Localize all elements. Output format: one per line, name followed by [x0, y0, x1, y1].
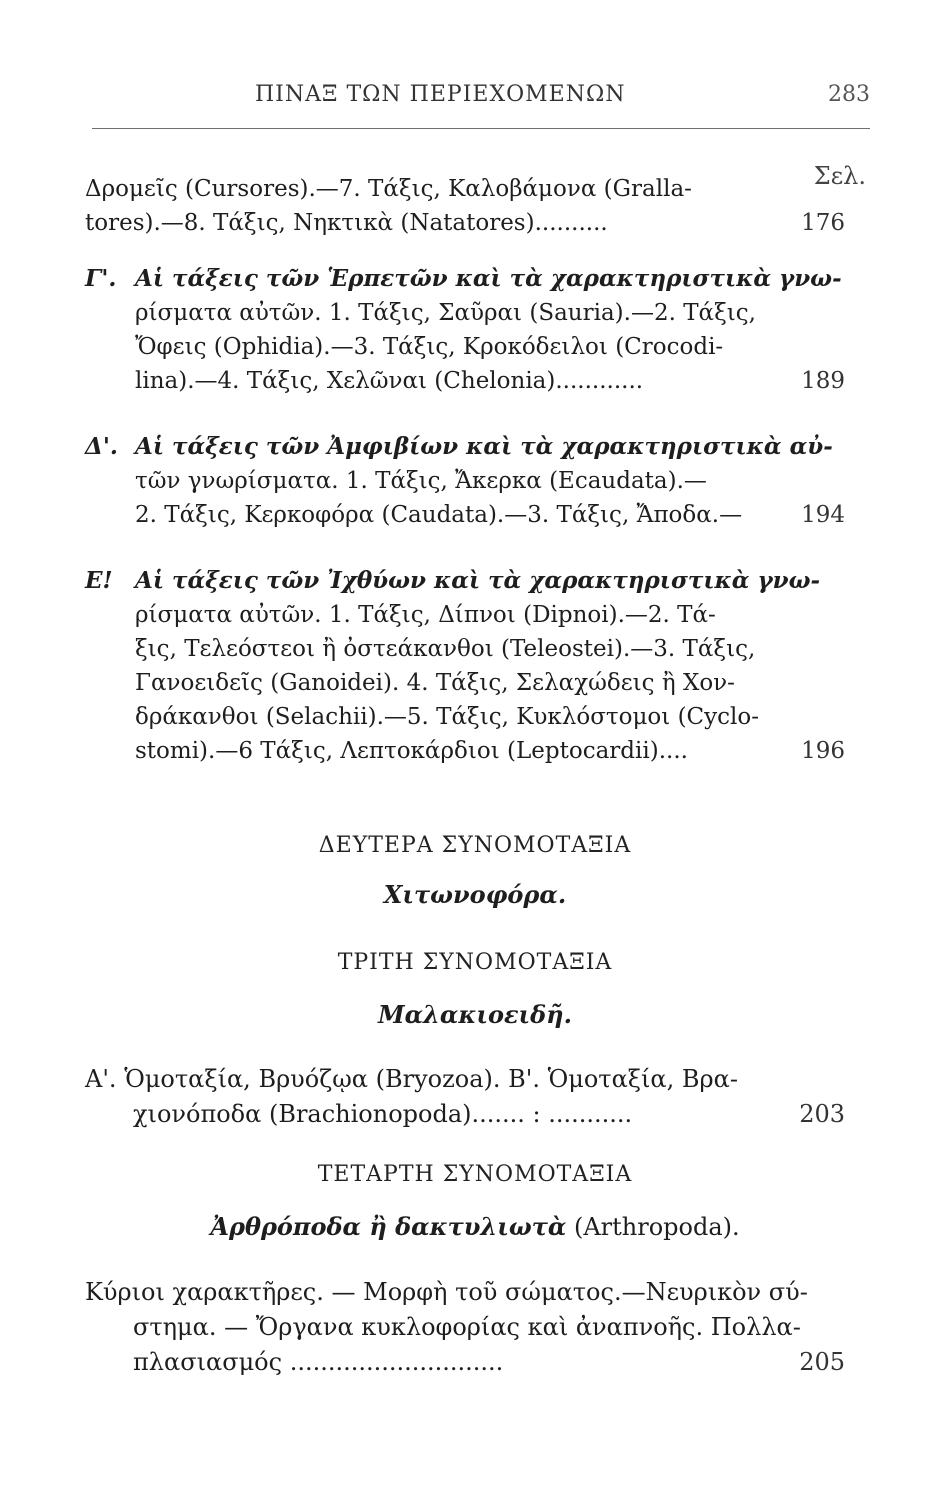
entry-line: Δ'. Αἱ τάξεις τῶν Ἀμφιβίων καὶ τὰ χαρακτηριστικὰ αὐ-	[85, 430, 845, 464]
section-fourth-text	[85, 1275, 845, 1380]
entry-line: Γ'. Αἱ τάξεις τῶν Ἑρπετῶν καὶ τὰ χαρακτηριστικὰ γνω-	[85, 262, 845, 296]
section-subtitle-fourth: Ἀρθρόποδα ἢ δακτυλιωτὰ (Arthropoda).	[210, 1212, 740, 1241]
header-divider	[92, 128, 870, 129]
text-line: χιονόποδα (Brachionopoda)....... : ........... 203	[85, 1097, 845, 1132]
entry-line: 2. Τάξις, Κερκοφόρα (Caudata).—3. Τάξις, Ἄποδα.— 194	[85, 498, 845, 532]
entry-line: τῶν γνωρίσματα. 1. Τάξις, Ἄκερκα (Ecaudata).—	[135, 468, 707, 494]
entry-line: ρίσματα αὐτῶν. 1. Τάξις, Δίπνοι (Dipnoi).—2. Τά-	[135, 602, 716, 628]
entry-page-number: 203	[799, 1100, 845, 1128]
entry-page-number: 205	[799, 1348, 845, 1376]
entry-line: δράκανθοι (Selachii).—5. Τάξις, Κυκλόστομοι (Cyclo-	[135, 704, 760, 730]
entry-page-number: 194	[801, 502, 845, 528]
section-heading-third: ΤΡΙΤΗ ΣΥΝΟΜΟΤΑΞΙΑ	[337, 950, 613, 975]
text-line: Α'. Ὁμοταξία, Βρυόζῳα (Bryozoa). Β'. Ὁμοταξία, Βρα-	[85, 1065, 738, 1093]
text-line: Κύριοι χαρακτῆρες. — Μορφὴ τοῦ σώματος.—Νευρικὸν σύ-	[85, 1278, 808, 1306]
section-heading-fourth: ΤΕΤΑΡΤΗ ΣΥΝΟΜΟΤΑΞΙΑ	[317, 1162, 633, 1187]
entry-line: tores).—8. Τάξις, Νηκτικὰ (Natatores).......... 176	[85, 206, 845, 240]
entry-line: lina).—4. Τάξις, Χελῶναι (Chelonia)............ 189	[85, 364, 845, 398]
entry-line: Δρομεῖς (Cursores).—7. Τάξις, Καλοβάμονα (Gralla-	[85, 176, 692, 202]
section-third-text	[85, 1062, 845, 1132]
entry-line: Ὄφεις (Ophidia).—3. Τάξις, Κροκόδειλοι (Crocodi-	[135, 334, 724, 360]
entry-line: stomi).—6 Τάξις, Λεπτοκάρδιοι (Leptocardii).... 196	[85, 734, 845, 768]
header-title: ΠΙΝΑΞ ΤΩΝ ΠΕΡΙΕΧΟΜΕΝΩΝ	[255, 82, 626, 107]
entry-letter: Δ'.	[85, 433, 118, 460]
section-subtitle-second: Χιτωνοφόρα.	[383, 880, 567, 909]
toc-entry-birds-continued	[85, 172, 845, 240]
header-page-number: 283	[828, 82, 870, 107]
page-column-label: Σελ.	[813, 162, 866, 190]
entry-page-number: 196	[801, 738, 845, 764]
entry-line: Ε! Αἱ τάξεις τῶν Ἰχθύων καὶ τὰ χαρακτηριστικὰ γνω-	[85, 564, 845, 598]
toc-entry-amphibians	[85, 430, 845, 532]
entry-line: ξις, Τελεόστεοι ἢ ὀστεάκανθοι (Teleostei).—3. Τάξις,	[135, 636, 756, 662]
entry-line: Γανοειδεῖς (Ganoidei). 4. Τάξις, Σελαχώδεις ἢ Χον-	[135, 670, 735, 696]
entry-letter: Γ'.	[85, 265, 117, 292]
text-line: στημα. — Ὄργανα κυκλοφορίας καὶ ἀναπνοῆς. Πολλα-	[133, 1313, 801, 1341]
entry-page-number: 176	[801, 210, 845, 236]
section-subtitle-third: Μαλακιοειδῆ.	[378, 1000, 572, 1029]
entry-line: ρίσματα αὐτῶν. 1. Τάξις, Σαῦραι (Sauria).—2. Τάξις,	[135, 300, 756, 326]
toc-entry-reptiles	[85, 262, 845, 398]
entry-page-number: 189	[801, 368, 845, 394]
entry-letter: Ε!	[85, 567, 113, 594]
text-line: πλασιασμός ............................ 205	[85, 1345, 845, 1380]
toc-entry-fishes	[85, 564, 845, 768]
running-header	[80, 82, 870, 122]
section-heading-second: ΔΕΥΤΕΡΑ ΣΥΝΟΜΟΤΑΞΙΑ	[318, 833, 632, 858]
